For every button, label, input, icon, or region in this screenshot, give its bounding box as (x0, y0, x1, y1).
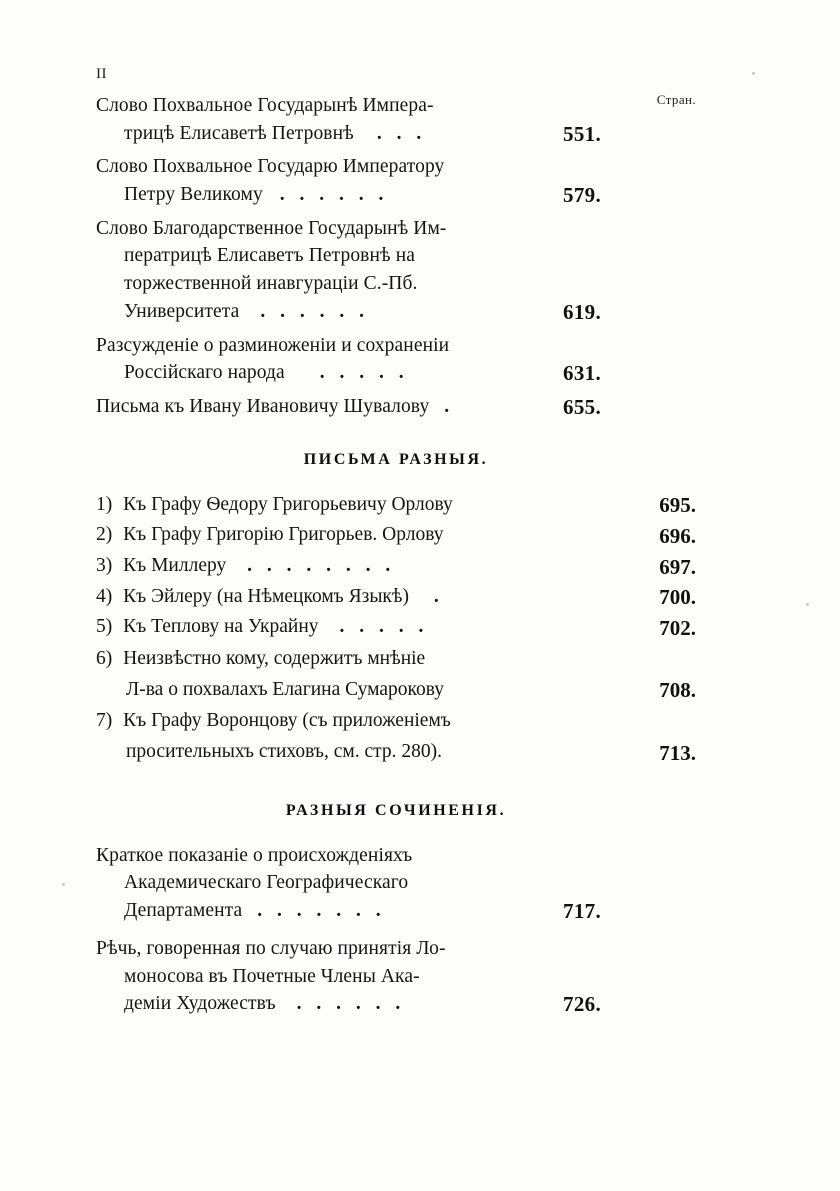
leader-dots: . . . . . (319, 362, 409, 384)
toc-group-letters (96, 491, 696, 766)
toc-entry[interactable] (96, 935, 696, 1018)
toc-item-text: Неизвѣстно кому, содержитъ мнѣніе (123, 648, 426, 669)
folio-number: II (96, 66, 107, 82)
toc-entry[interactable] (96, 92, 696, 147)
toc-entry-line: трицѣ Елисаветѣ Петровнѣ (124, 122, 354, 144)
toc-page-number: 708. (659, 678, 696, 703)
toc-entry[interactable] (96, 332, 696, 387)
paper-speck (806, 603, 809, 606)
toc-entry[interactable] (96, 645, 696, 703)
leader-dots: . (444, 395, 455, 417)
toc-page-number: 697. (659, 554, 696, 579)
toc-page-number: 726. (563, 992, 601, 1017)
leader-dots: . . . . . . . (257, 900, 386, 922)
toc-entry-line: Краткое показаніе о происхожденіяхъ (96, 844, 413, 866)
toc-page-number: 655. (563, 394, 601, 419)
toc-item-text: Къ Эйлеру (на Нѣмецкомъ Языкѣ) (123, 585, 409, 607)
toc-group-works (96, 842, 696, 1018)
toc-entry-line: Департамента (124, 900, 243, 922)
leader-dots: . . . . . . (279, 184, 389, 206)
toc-entry-line: Письма къ Ивану Ивановичу Шувалову (96, 395, 430, 417)
toc-entry[interactable] (96, 613, 696, 641)
toc-entry-line: Рѣчь, говоренная по случаю принятія Ло- (96, 937, 446, 959)
toc-entry[interactable] (96, 583, 696, 611)
section-heading-works: РАЗНЫЯ СОЧИНЕНІЯ. (285, 801, 507, 819)
toc-entry-line: Слово Похвальное Государынѣ Импера- (96, 95, 434, 116)
toc-page-number: 551. (563, 121, 601, 146)
toc-item-text: Къ Графу Григорію Григорьев. Орлову (123, 524, 444, 546)
toc-entry[interactable] (96, 491, 696, 519)
leader-dots: . . . . . (339, 616, 429, 638)
toc-page-number: 713. (659, 740, 696, 765)
section-heading-letters: ПИСЬМА РАЗНЫЯ. (303, 450, 489, 468)
toc-item-number: 4) (96, 585, 113, 607)
toc-item-number: 1) (96, 493, 113, 515)
toc-entry-line: Россійскаго народа (124, 362, 285, 384)
toc-item-text-cont: Л-ва о похвалахъ Елагина Сумарокову (126, 678, 444, 700)
toc-entry-line: торжественной инавгураціи С.-Пб. (124, 273, 418, 295)
toc-item-text: Къ Графу Ѳедору Григорьевичу Орлову (123, 493, 453, 515)
toc-entry[interactable] (96, 393, 696, 421)
toc-entry[interactable] (96, 521, 696, 549)
toc-entry-line: деміи Художествъ (124, 993, 276, 1015)
page-column-header: Стран. (656, 92, 696, 107)
toc-entry[interactable] (96, 153, 696, 208)
toc-entry[interactable] (96, 707, 696, 765)
toc-entry-line: Слово Похвальное Государю Императору (96, 156, 445, 178)
toc-page-number: 702. (659, 616, 696, 640)
toc-item-text-cont: просительныхъ стиховъ, см. стр. 280). (126, 741, 443, 763)
toc-content (96, 66, 696, 1018)
toc-item-number: 5) (96, 616, 113, 638)
leader-dots: . . . . . . (296, 993, 406, 1015)
toc-page-number: 695. (659, 493, 696, 518)
paper-speck (752, 72, 755, 75)
toc-entry-line: Университета (124, 300, 240, 322)
toc-page-number: 631. (563, 361, 601, 386)
toc-page-number: 619. (563, 299, 601, 324)
toc-page-number: 696. (659, 523, 696, 548)
paper-speck (62, 883, 65, 886)
toc-entry-line: Петру Великому (124, 184, 263, 206)
toc-page-number: 700. (659, 585, 696, 610)
toc-entry-line: Слово Благодарственное Государынѣ Им- (96, 217, 447, 239)
toc-item-number: 2) (96, 524, 113, 546)
toc-entry-line: Разсужденіе о разминоженіи и сохраненіи (96, 334, 450, 356)
toc-item-text: Къ Графу Воронцову (съ приложеніемъ (123, 710, 451, 732)
toc-entry[interactable] (96, 842, 696, 925)
toc-entry[interactable] (96, 215, 696, 326)
leader-dots: . . . (376, 122, 427, 144)
toc-entry-line: Академическаго Географическаго (124, 872, 409, 894)
toc-item-text: Къ Миллеру (123, 554, 227, 576)
toc-item-number: 7) (96, 710, 113, 732)
toc-item-number: 3) (96, 554, 113, 576)
leader-dots: . (433, 585, 444, 607)
leader-dots: . . . . . . (260, 300, 369, 322)
toc-entry-line: моносова въ Почетные Члены Ака- (124, 965, 420, 987)
toc-page-number: 717. (563, 899, 601, 924)
toc-entry[interactable] (96, 552, 696, 580)
leader-dots: . . . . . . . . (247, 554, 396, 576)
toc-item-number: 6) (96, 648, 113, 669)
toc-item-text: Къ Теплову на Украйну (123, 616, 319, 638)
toc-group-top (96, 92, 696, 421)
toc-entry-line: ператрицѣ Елисаветъ Петровнѣ на (124, 245, 415, 267)
toc-page-number: 579. (563, 183, 601, 208)
